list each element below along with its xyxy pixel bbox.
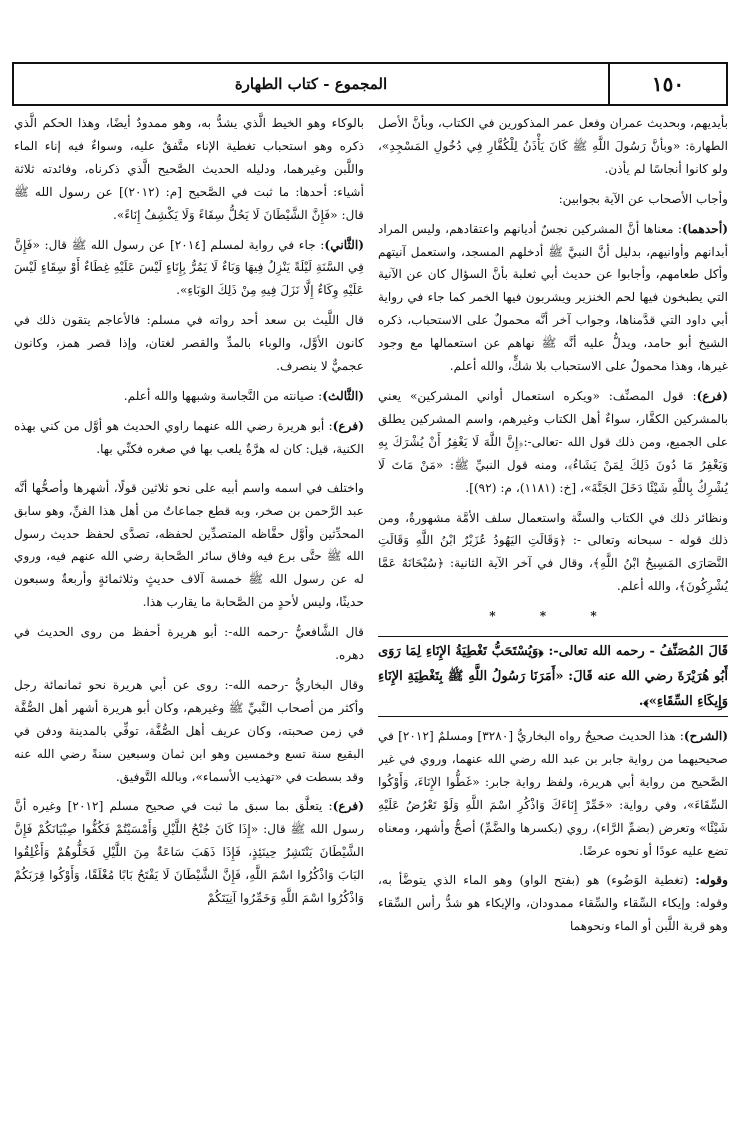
paragraph xyxy=(14,621,364,667)
paragraph-text: : أبو هريرة رضي الله عنهما راوي الحديث هو أوَّل من كني بهذه الكنية، قيل: كان له هرَّةٌ يلعب بها في صغره فكنِّي بها. xyxy=(14,418,364,456)
paragraph-lead: (الثَّالث) xyxy=(322,388,364,403)
matn-text: قَالَ المُصَنِّفُ - رحمه الله تعالى-: ﴿وَيُسْتَحَبُّ تَغْطِيَةُ الإِنَاءِ لِمَا رَوَى أَبُو هُرَيْرَةَ رضي الله عنه قَالَ: «أَمَرَنَا رَسُولُ اللَّهِ ﷺ بِتَغْطِيَةِ الإِنَاءِ وَإِيكَاءِ السِّقَاءِ»﴾. xyxy=(378,636,728,717)
text-columns xyxy=(14,112,728,1114)
paragraph-text: وقال البخاريُّ -رحمه الله-: روى عن أبي هريرة نحو ثمانمائة رجل وأكثر من أصحاب النَّبيِّ ﷺ وغيرهم، وكان أبو هريرة أشهر أهل الصُّفَّة في زمن صحبته، وكان عريف أهل الصُّفَّة، توفِّي بالمدينة ودفن في البقيع سنة تسع وخمسين وهو ابن ثمان وسبعين سنةً رضي الله عنه وقد بسطت في «تهذيب الأسماء»، وبالله التَّوفيق. xyxy=(14,677,364,784)
paragraph xyxy=(14,795,364,910)
paragraph-text: وأجاب الأصحاب عن الآية بجوابين: xyxy=(558,191,728,206)
paragraph-lead: وقوله: xyxy=(695,873,728,888)
paragraph xyxy=(378,869,728,938)
paragraph-text: قال الشَّافعيُّ -رحمه الله-: أبو هريرة أحفظ من روى الحديث في دهره. xyxy=(14,625,364,663)
paragraph xyxy=(378,112,728,181)
paragraph xyxy=(378,385,728,500)
paragraph-lead: (فرع) xyxy=(332,799,364,814)
paragraph-text: ونظائر ذلك في الكتاب والسنَّة واستعمال سلف الأمَّة مشهورةٌ، ومن ذلك قوله - سبحانه وتعالى -: ﴿وَقَالَتِ اليَهُودُ عُزَيْرٌ ابْنُ اللَّهِ وَقَالَتِ النَّصَارَى المَسِيحُ ابْنُ اللَّهِ﴾، وقال في آخر الآية الثانية: ﴿سُبْحَانَهُ عَمَّا يُشْرِكُونَ﴾، والله أعلم. xyxy=(378,510,728,594)
paragraph-text: واختلف في اسمه واسم أبيه على نحو ثلاثين قولًا، أشهرها وأصحُّها أنَّه عبد الرَّحمن بن صخر، وبه قطع جماعاتٌ من أهل هذا الفنِّ، وهو سابق المحدِّثين وأوَّل حفَّاظه المتصدِّين لحفظه، تصدَّى لحفظ حديث رسول الله ﷺ حتَّى برع فيه وفاق سائر الصَّحابة رضي الله عنهم فيه، وروي له عن رسول الله ﷺ خمسة آلاف حديثٍ وثلاثمائةٍ وأربعةٌ وسبعون حديثًا، وليس لأحدٍ من الصَّحابة ما يقارب هذا. xyxy=(14,480,364,610)
paragraph-text: : معناها أنَّ المشركين نجسٌ أديانهم واعتقادهم، وليس المراد أبدانهم وأوانيهم، بدليل أنَّ النبيَّ ﷺ أدخلهم المسجد، واستعمل آنيتهم وأكل طعامهم، وأجابوا عن حديث أبي ثعلبة بأنَّ السؤال كان عن الآنية التي يطبخون فيها لحم الخنزير ويشربون فيها الخمر كما جاء في رواية أبي داود التي قدَّمناها، وجواب آخر أنَّه محمولٌ على الاستحباب، ذكره الشيخ أبو حامد، ويدلُّ عليه أنَّه ﷺ نهاهم عن استعمالها مع وجود غيرها، وهذا محمولٌ على الاستحباب بلا شكٍّ، والله أعلم. xyxy=(378,221,728,374)
left-column xyxy=(14,112,364,1114)
paragraph-text: بالوكاء وهو الخيط الَّذي يشدُّ به، وهو ممدودٌ أيضًا، وهذا الحكم الَّذي ذكره وهو استحباب تغطية الإناء متَّفقٌ عليه، وسواءٌ فيه إناء الماء واللَّبن وغيرهما، ودليله الحديث الصَّحيح الَّذي ذكرناه، وفائدته ثلاثة أشياء: أحدها: ما ثبت في الصَّحيح [م: (٢٠١٢)] عن رسول الله ﷺ قال: «فَإِنَّ الشَّيْطَانَ لَا يَحُلُّ سِقَاءً وَلَا يَكْشِفُ إِنَاءً». xyxy=(14,116,364,222)
paragraph xyxy=(14,477,364,614)
page-number: ١٥٠ xyxy=(608,64,726,104)
paragraph-lead: (فرع) xyxy=(696,388,728,403)
paragraph xyxy=(378,507,728,599)
paragraph xyxy=(378,218,728,378)
paragraph-text: : جاء في رواية لمسلم [٢٠١٤] عن رسول الله ﷺ قال: «فَإِنَّ فِي السَّنَةِ لَيْلَةً يَنْزِلُ فِيهَا وَبَاءٌ لَا يَمُرُّ بِإِنَاءٍ لَيْسَ عَلَيْهِ غِطَاءٌ أَوْ سِقَاءٍ لَيْسَ عَلَيْهِ وِكَاءٌ إِلَّا نَزَلَ فِيهِ مِنْ ذَلِكَ الوَبَاءِ». xyxy=(14,237,364,298)
paragraph-lead: (الثَّاني) xyxy=(324,237,364,252)
paragraph-text: بأيديهم، وبحديث عمران وفعل عمر المذكورين في الكتاب، وبأنَّ الأصل الطهارة: «وبأنَّ رَسُولَ اللَّهِ ﷺ كَانَ يَأْذَنُ لِلْكُفَّارِ فِي دُخُولِ المَسْجِدِ»، ولو كانوا أنجاسًا لم يأذن. xyxy=(378,116,728,176)
page-header xyxy=(12,62,728,106)
right-column xyxy=(378,112,728,1114)
paragraph-lead: (أحدهما) xyxy=(681,221,728,236)
paragraph-lead: (الشرح) xyxy=(683,729,728,744)
paragraph xyxy=(378,188,728,211)
paragraph xyxy=(14,309,364,378)
paragraph-text: : هذا الحديث صحيحٌ رواه البخاريُّ [٣٢٨٠] ومسلمٌ [٢٠١٢] في صحيحيهما من رواية جابر بن عبد الله رضي الله عنهما، وروي في غير الصَّحيح من رواية أبي هريرة، ولفظ رواية جابر: «غَطُّوا الإِنَاءَ، وَأَوْكُوا السِّقَاءَ»، وفي رواية: «خَمِّرْ إِنَاءَكَ وَاذْكُرِ اسْمَ اللَّهِ وَلَوْ تَعْرُضُ عَلَيْهِ شَيْئًا» وتعرض (بضمِّ الرَّاء)، روي (بكسرها والضَّمِّ) أصحُّ وأشهر، ومعناه تضع عليه عودًا أو نحوه عرضًا. xyxy=(378,729,728,858)
paragraph xyxy=(14,234,364,303)
paragraph-text: (تغطية الوَضُوء) هو (بفتح الواو) وهو الماء الذي يتوضَّأ به، وقوله: وإيكاء السِّقاء والسِّقاء ممدودان، والإيكاء هو شدُّ رأس السِّقاء وهو قربة اللَّبن أو الماء ونحوهما xyxy=(378,873,728,934)
paragraph-text: : يتعلَّق بما سبق ما ثبت في صحيح مسلم [٢٠١٢] وغيره أنَّ رسول الله ﷺ قال: «إِذَا كَانَ جُنْحُ اللَّيْلِ وَأَمْسَيْتُمْ فَكُفُّوا صِبْيَانَكُمْ فَإِنَّ الشَّيْطَانَ يَنْتَشِرُ حِينَئِذٍ، فَإِذَا ذَهَبَ سَاعَةٌ مِنَ اللَّيْلِ فَخَلُّوهُمْ وَأَغْلِقُوا البَابَ وَاذْكُرُوا اسْمَ اللَّهِ، فَإِنَّ الشَّيْطَانَ لَا يَفْتَحُ بَابًا مُغْلَقًا، وَأَوْكُوا قِرَبَكُمْ وَاذْكُرُوا اسْمَ اللَّهِ وَخَمِّرُوا آنِيَتَكُمْ xyxy=(14,799,364,906)
book-title: المجموع - كتاب الطهارة xyxy=(234,75,388,93)
paragraph xyxy=(14,674,364,789)
paragraph-lead: (فرع) xyxy=(332,418,364,433)
paragraph-text: : صيانته من النَّجاسة وشبهها والله أعلم. xyxy=(123,388,323,403)
paragraph xyxy=(14,385,364,408)
section-separator: * * * xyxy=(489,609,617,624)
paragraph xyxy=(14,112,364,227)
paragraph xyxy=(14,415,364,461)
paragraph-text: : قول المصنِّف: «ويكره استعمال أواني المشركين» يعني بالمشركين الكفَّار، سواءٌ أهل الكتاب وغيرهم، واسم المشركين يطلق على الجميع، ومن ذلك قول الله -تعالى-:﴿إِنَّ اللَّهَ لَا يَغْفِرُ أَنْ يُشْرَكَ بِهِ وَيَغْفِرُ مَا دُونَ ذَلِكَ لِمَنْ يَشَاءُ﴾، ومنه قول النبيِّ ﷺ: «مَنْ مَاتَ لَا يُشْرِكُ بِاللَّهِ شَيْئًا دَخَلَ الجَنَّةَ»، [خ: (١١٨١)، م: (٩٢)]. xyxy=(378,388,728,495)
paragraph-text: قال اللَّيث بن سعد أحد رواته في مسلم: فالأعاجم يتقون ذلك في كانون الأوَّل، والوباء بالمدِّ والقصر لغتان، وإذا قصر همز، وكانون عجميٌّ لا ينصرف. xyxy=(14,313,364,374)
paragraph xyxy=(378,725,728,862)
